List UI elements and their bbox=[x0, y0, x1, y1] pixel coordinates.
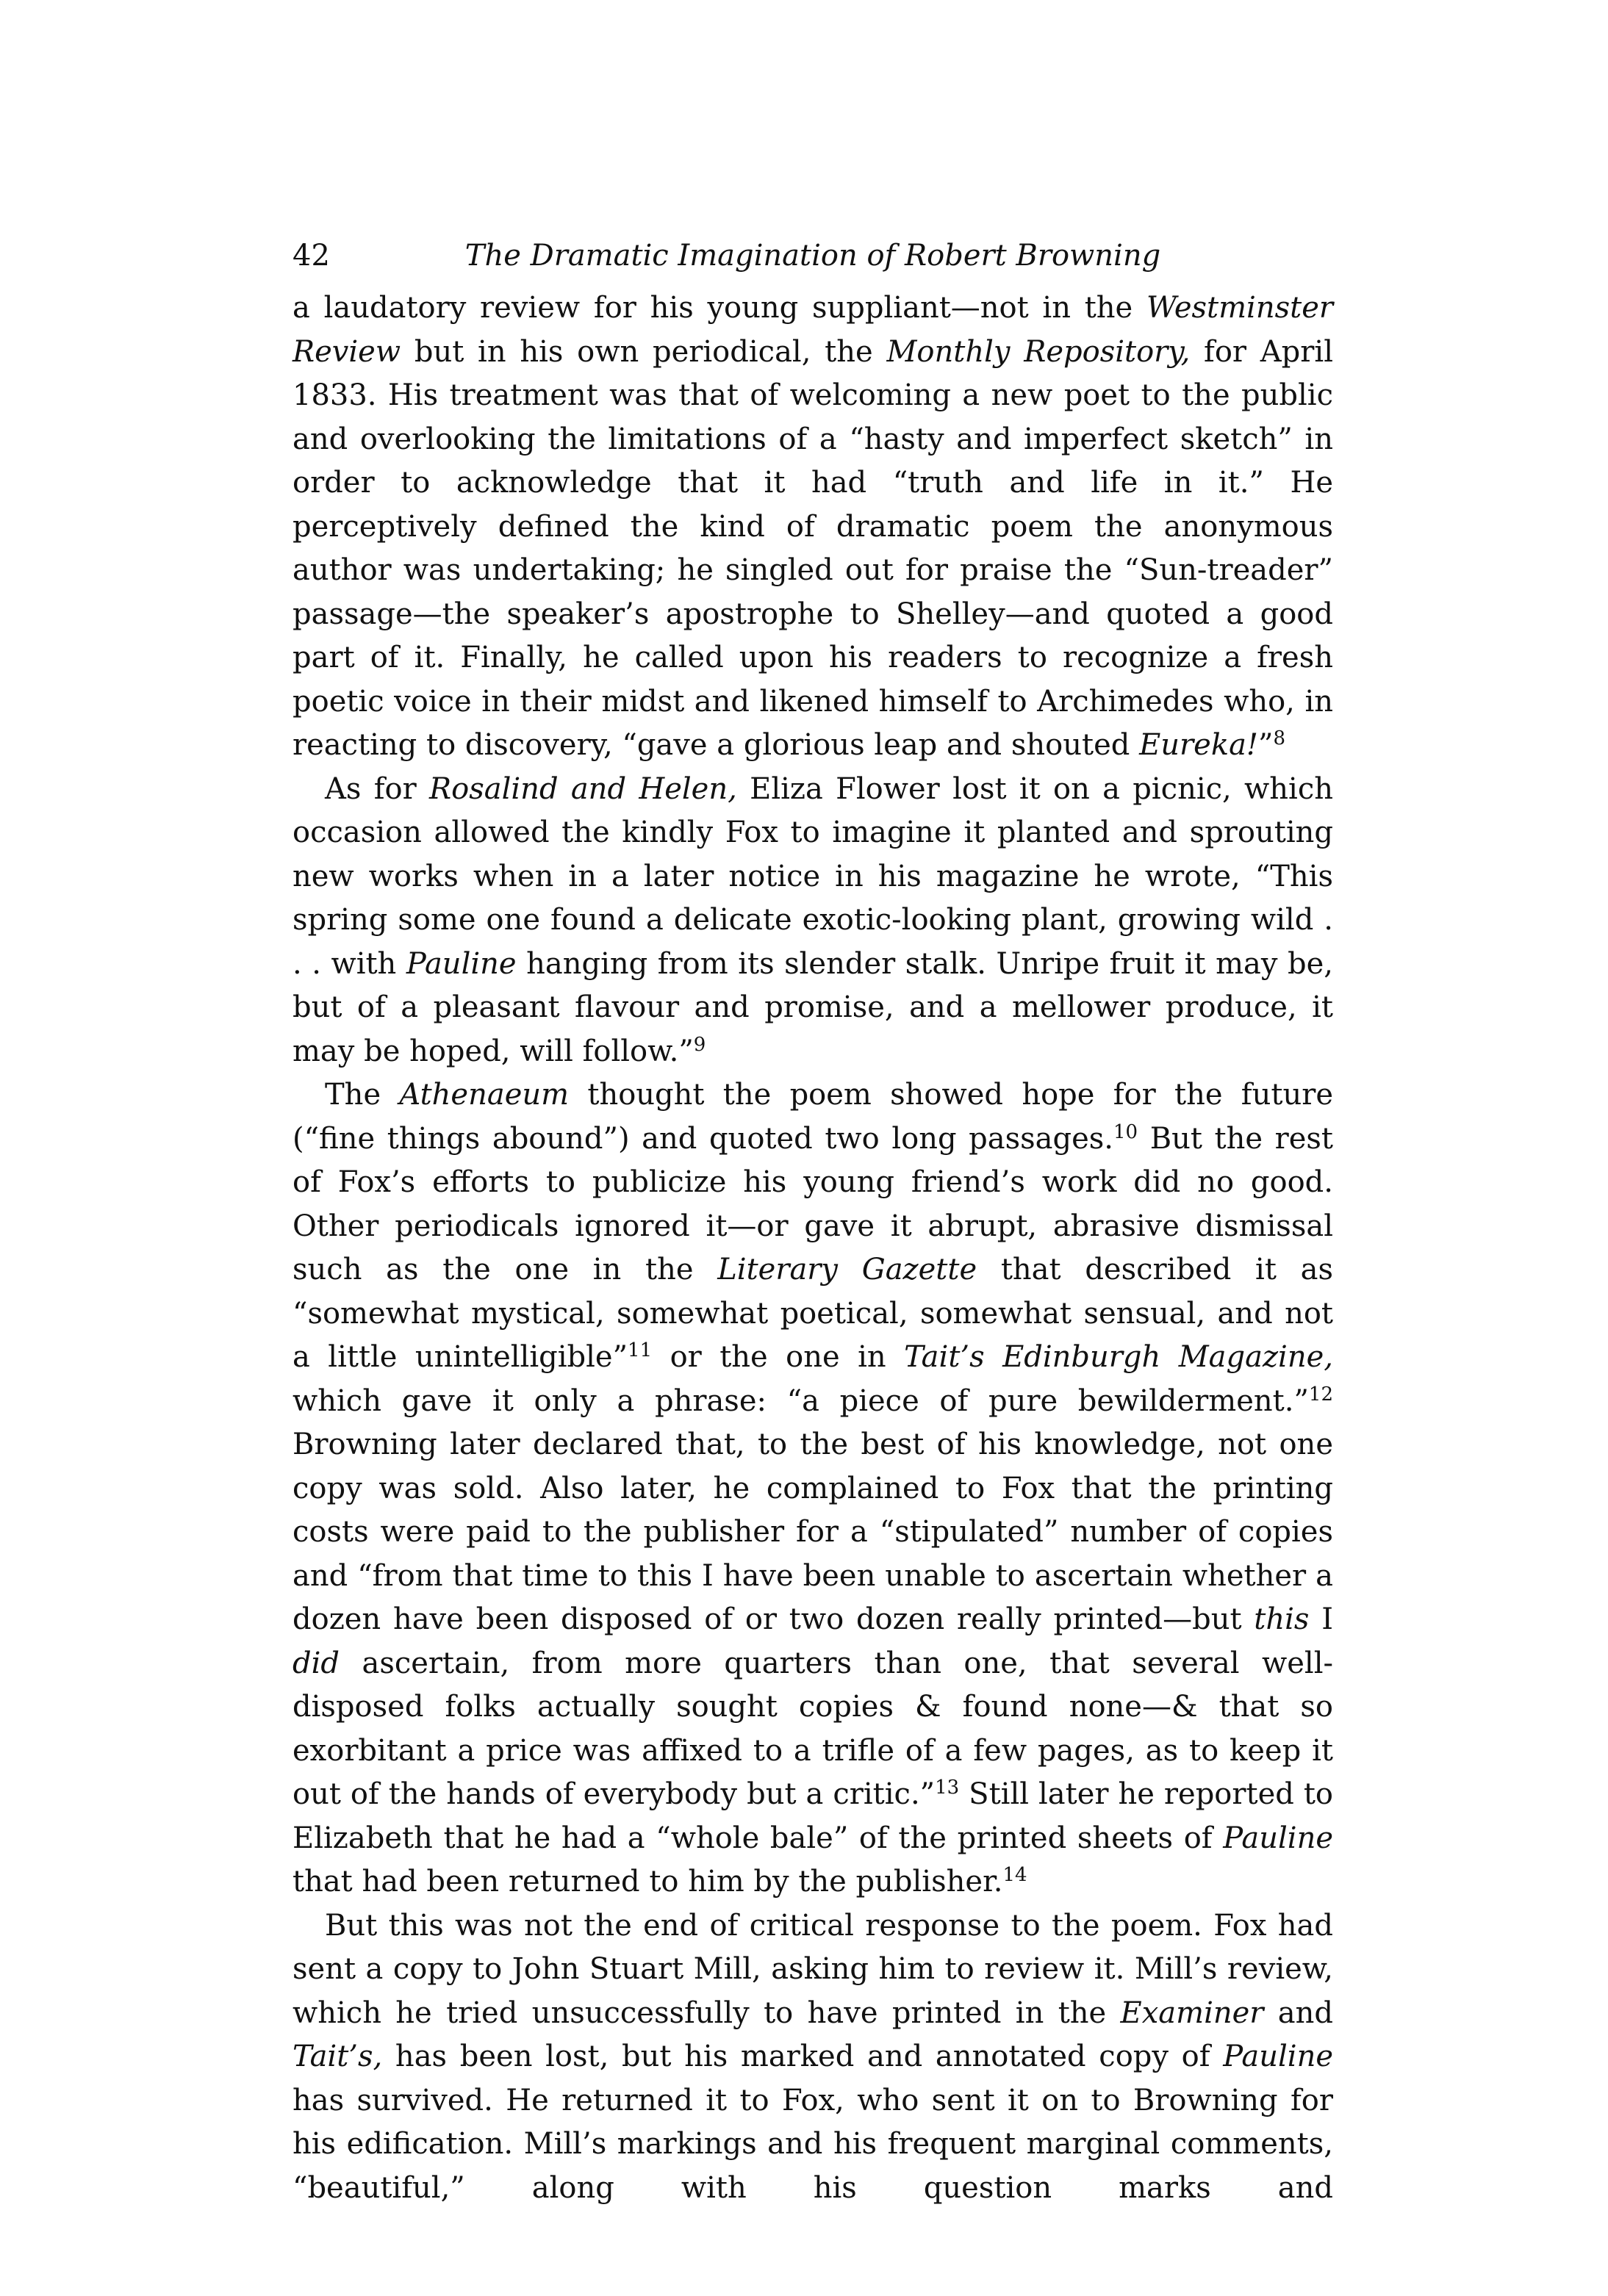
running-head bbox=[292, 234, 1333, 278]
paragraph: But this was not the end of critical response to the poem. Fox had sent a copy to John Stuart Mill, asking him to review it. Mill’s review, which he tried unsuccessfully to have printed in the Examiner and Tait’s, has been lost, but his marked and annotated copy of Pauline has survived. He returned it to Fox, who sent it on to Browning for his edification. Mill’s markings and his frequent marginal comments, “beautiful,” along with his question marks and bbox=[292, 1908, 1333, 2205]
paragraph: a laudatory review for his young suppliant—not in the Westminster Review but in his own periodical, the Monthly Repository, for April 1833. His treatment was that of welcoming a new poet to the public and overlooking the limitations of a “hasty and imperfect sketch” in order to acknowledge that it had “truth and life in it.” He perceptively defined the kind of dramatic poem the anonymous author was undertaking; he singled out for praise the “Sun-treader” passage—the speaker’s apostrophe to Shelley—and quoted a good part of it. Finally, he called upon his readers to recognize a fresh poetic voice in their midst and likened himself to Archimedes who, in reacting to discovery, “gave a glorious leap and shouted Eureka!”$^8$ bbox=[292, 291, 1333, 762]
paragraph: As for Rosalind and Helen, Eliza Flower lost it on a picnic, which occasion allowed the kindly Fox to imagine it planted and sprouting new works when in a later notice in his magazine he wrote, “This spring some one found a delicate exotic-looking plant, growing wild . . . with Pauline hanging from its slender stalk. Unripe fruit it may be, but of a pleasant flavour and promise, and a mellower produce, it may be hoped, will follow.”$^9$ bbox=[292, 771, 1333, 1068]
body-text bbox=[292, 287, 1333, 2210]
paragraph: The Athenaeum thought the poem showed hope for the future (“fine things abound”) and quoted two long passages.$^{10}$ But the rest of Fox’s efforts to publicize his young friend’s work did no good. Other periodicals ignored it—or gave it abrupt, abrasive dismissal such as the one in the Literary Gazette that described it as “somewhat mystical, somewhat poetical, somewhat sensual, and not a little unintelligible”$^{11}$ or the one in Tait’s Edinburgh Magazine, which gave it only a phrase: “a piece of pure bewilderment.”$^{12}$ Browning later declared that, to the best of his knowledge, not one copy was sold. Also later, he complained to Fox that the printing costs were paid to the publisher for a “stipulated” number of copies and “from that time to this I have been unable to ascertain whether a dozen have been disposed of or two dozen really printed—but this I did ascertain, from more quarters than one, that several well-disposed folks actually sought copies & found none—& that so exorbitant a price was affixed to a trifle of a few pages, as to keep it out of the hands of everybody but a critic.”$^{13}$ Still later he reported to Elizabeth that he had a “whole bale” of the printed sheets of Pauline that had been returned to him by the publisher.$^{14}$ bbox=[292, 1078, 1334, 1899]
page-number: 42 bbox=[292, 239, 330, 273]
running-head-title: The Dramatic Imagination of Robert Browning bbox=[464, 239, 1161, 273]
